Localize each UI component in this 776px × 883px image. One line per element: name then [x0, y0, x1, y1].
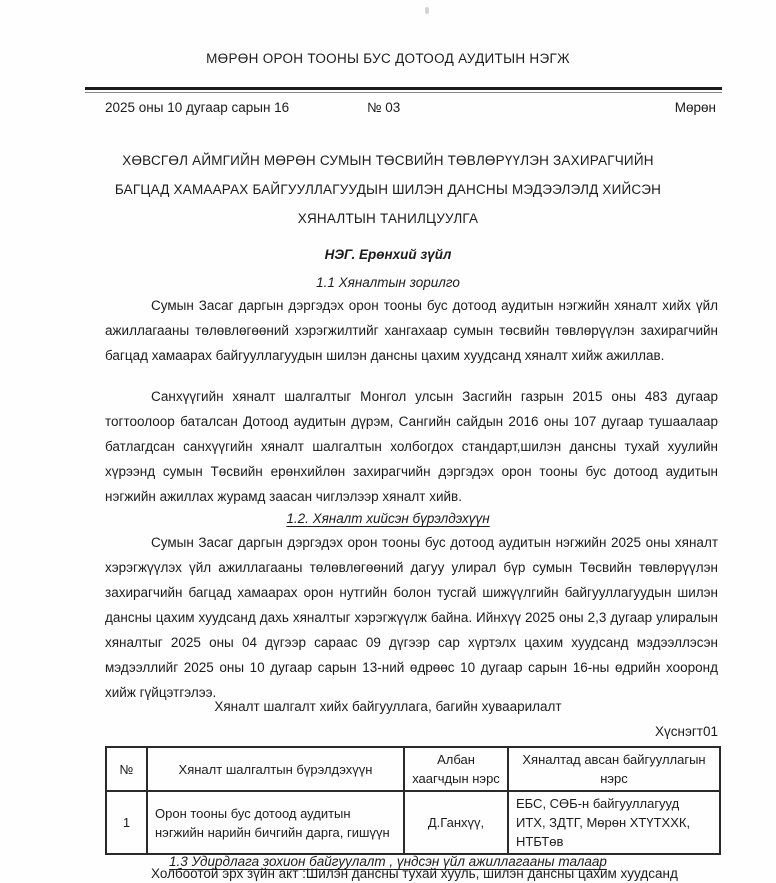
table-header-organizations: Хяналтад авсан байгууллагын нэрс	[508, 747, 720, 791]
paragraph-goal-1: Сумын Засаг даргын дэргэдэх орон тооны бус дотоод аудитын нэгжийн хяналт хийх үйл ажиллагааны төлөвлөгөөний хэрэгжилтийг хангахаар сумын төсвийн төвлөрүүлэн захирагчийн багцад хамаарах байгууллагуудын шилэн дансны цахим хуудсанд хяналт хийж ажиллав.	[105, 298, 718, 363]
table-caption: Хяналт шалгалт хийх байгууллага, багийн хуваарилалт	[214, 699, 562, 714]
table-header-no: №	[106, 747, 147, 791]
table-cell-organizations: ЕБС, СӨБ-н байгууллагууд ИТХ, ЗДТГ, Мөрөн ХТҮТХХК, НТБТөв	[508, 791, 720, 854]
header-rule-thin	[85, 92, 722, 93]
paragraph-legal-acts: Холбоотой эрх зүйн акт :Шилэн дансны тухай хууль, шилэн дансны цахим хуудсанд	[151, 866, 678, 881]
table-cell-composition: Орон тооны бус дотоод аудитын нэгжийн нарийн бичгийн дарга, гишүүн	[147, 791, 404, 854]
document-title: ХӨВСГӨЛ АЙМГИЙН МӨРӨН СУМЫН ТӨСВИЙН ТӨВЛӨРҮҮЛЭН ЗАХИРАГЧИЙН БАГЦАД ХАМААРАХ БАЙГУУЛЛАГУУДЫН ШИЛЭН ДАНСНЫ МЭДЭЭЛЭЛД ХИЙСЭН ХЯНАЛТЫН ТАНИЛЦУУЛГА	[114, 153, 662, 226]
table-cell-officials: Д.Ганхүү,	[404, 791, 508, 854]
org-name-header: МӨРӨН ОРОН ТООНЫ БУС ДОТООД АУДИТЫН НЭГЖ	[206, 51, 570, 66]
inspection-team-table	[105, 746, 721, 855]
document-meta-row	[105, 100, 718, 117]
document-date: 2025 оны 10 дугаар сарын 16	[105, 100, 290, 115]
section-one-heading: НЭГ. Ерөнхий зүйл	[324, 247, 452, 262]
document-number: № 03	[367, 100, 401, 115]
table-header-composition: Хяналт шалгалтын бүрэлдэхүүн	[147, 747, 404, 791]
table-header-row	[106, 747, 720, 791]
paragraph-goal-2: Санхүүгийн хяналт шалгалтыг Монгол улсын Засгийн газрын 2015 оны 483 дугаар тогтоолоор баталсан Дотоод аудитын дүрэм, Сангийн сайдын 2016 оны 107 дугаар тушаалаар батлагдсан санхүүгийн хяналт шалгалтын холбогдох стандарт,шилэн дансны тухай хуулийн хүрээнд сумын Төсвийн ерөнхийлөн захирагчийн дэргэдэх орон тооны бус дотоод аудитын нэгжийн ажиллах журамд заасан чиглэлээр хяналт хийв.	[105, 389, 718, 504]
header-rule-thick	[85, 87, 722, 90]
subsection-1-2-heading: 1.2. Хяналт хийсэн бүрэлдэхүүн	[286, 511, 490, 526]
table-row	[106, 791, 720, 854]
subsection-1-1-heading: 1.1 Хяналтын зорилго	[316, 275, 460, 290]
paragraph-composition: Сумын Засаг даргын дэргэдэх орон тооны бус дотоод аудитын нэгжийн 2025 оны хяналт хэрэгжүүлэх үйл ажиллагааны төлөвлөгөөний дагуу улирал бүр сумын Төсвийн төвлөрүүлэн захирагчийн багцад хамаарах орон нутгийн болон тусгай шижүүлгийн байгууллагуудын шилэн дансны цахим хуудсанд дахь хяналтыг хэрэгжүүлж байна. Ийнхүү 2025 оны 2,3 дугаар улиралын хяналтыг 2025 оны 04 дүгээр сараас 09 дүгээр сар хүртэлх цахим хуудсанд мэдээллэсэн мэдээллийг 2025 оны 10 дугаар сарын 13-ний өдрөөс 10 дугаар сарын 16-ны өдрийн хооронд хийж гүйцэтгэлээ.	[105, 535, 718, 700]
subsection-1-3-heading: 1.3 Удирдлага зохион байгуулалт , үндсэн үйл ажиллагааны талаар	[169, 854, 607, 869]
table-number-label: Хүснэгт01	[655, 724, 718, 739]
document-location: Мөрөн	[674, 100, 716, 115]
table-header-officials: Албан хаагчдын нэрс	[404, 747, 508, 791]
table-cell-no: 1	[106, 791, 147, 854]
scan-artifact-dot	[425, 7, 429, 14]
